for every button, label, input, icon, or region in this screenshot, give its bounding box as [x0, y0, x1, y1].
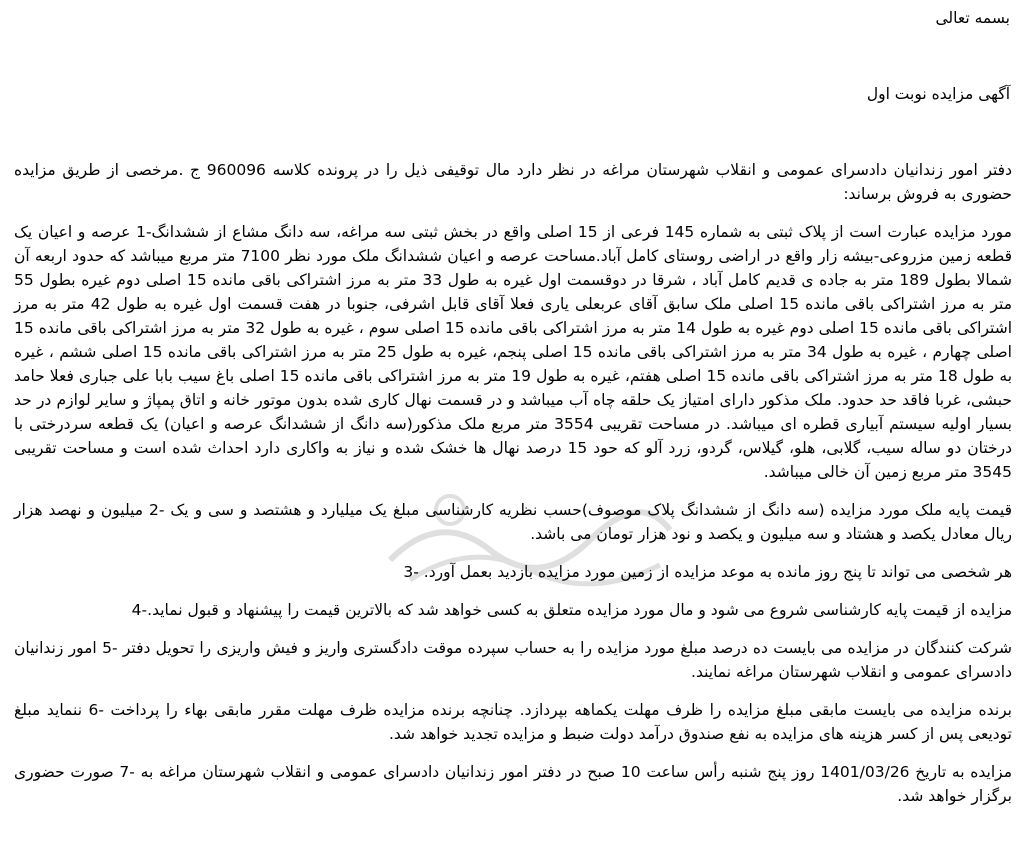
intro-paragraph: دفتر امور زندانیان دادسرای عمومی و انقلاب شهرستان مراغه در نظر دارد مال توقیفی ذیل را در پرونده کلاسه 960096 ج .مرخصی از طریق مزایده حضوری به فروش برساند: [14, 161, 1012, 203]
item-4-paragraph: مزایده از قیمت پایه کارشناسی شروع می شود و مال مورد مزایده متعلق به کسی خواهد شد که بالاترین قیمت را پیشنهاد و قبول نماید.-4 [131, 601, 1012, 619]
document-title: آگهی مزایده نوبت اول [866, 85, 1010, 103]
item-3-paragraph: هر شخصی می تواند تا پنج روز مانده به موعد مزایده از زمین مورد مزایده بازدید بعمل آورد. -3 [403, 563, 1012, 581]
item-2-paragraph: قیمت پایه ملک مورد مزایده (سه دانگ از ششدانگ پلاک موصوف)حسب نظریه کارشناسی مبلغ یک میلیارد و هشتصد و سی و یک -2 میلیون و نهصد هزار ریال معادل یکصد و هشتاد و سه میلیون و یکصد و نود هزار تومان می باشد. [14, 501, 1012, 543]
document-body [14, 158, 1012, 822]
item-6-paragraph: برنده مزایده می بایست مابقی مبلغ مزایده را ظرف مهلت یکماهه بپردازد. چنانچه برنده مزایده ظرف مهلت مقرر مابقی بهاء را پرداخت -6 ننماید مبلغ تودیعی پس از کسر هزینه های مزایده به نفع صندوق درآمد دولت ضبط و مزایده تجدید خواهد شد. [14, 701, 1012, 743]
document-heading: بسمه تعالی [935, 9, 1010, 27]
item-5-paragraph: شرکت کنندگان در مزایده می بایست ده درصد مبلغ مورد مزایده را به حساب سپرده موقت دادگستری واریز و فیش واریزی را تحویل دفتر -5 امور زندانیان دادسرای عمومی و انقلاب شهرستان مراغه نمایند. [14, 639, 1013, 681]
item-7-paragraph: مزایده به تاریخ 1401/03/26 روز پنج شنبه رأس ساعت 10 صبح در دفتر امور زندانیان دادسرای عمومی و انقلاب شهرستان مراغه به -7 صورت حضوری برگزار خواهد شد. [14, 763, 1013, 805]
item-1-paragraph: مورد مزایده عبارت است از پلاک ثبتی به شماره 145 فرعی از 15 اصلی واقع در بخش ثبتی سه مراغه، سه دانگ مشاع از ششدانگ-1 عرصه و اعیان یک قطعه زمین مزروعی-بیشه زار واقع در اراضی روستای کامل آباد.مساحت عرصه و اعیان ششدانگ ملک مورد نظر 7100 متر مربع میباشد که حدود اربعه آن شمالا بطول 189 متر به جاده ی قدیم کامل آباد ، شرقا در دوقسمت اول غیره به طول 33 متر به مرز اشتراکی باقی مانده 15 اصلی دوم غیره بطول 55 متر به مرز اشتراکی باقی مانده 15 اصلی ملک سابق آقای عربعلی یاری فعلا آقای قابل اشرفی، جنوبا در هفت قسمت اول غیره به طول 42 متر به مرز اشتراکی باقی مانده 15 اصلی دوم غیره به طول 14 متر به مرز اشتراکی باقی مانده 15 اصلی سوم ، غیره به طول 32 متر به مرز اشتراکی باقی مانده 15 اصلی چهارم ، غیره به طول 34 متر به مرز اشتراکی باقی مانده 15 اصلی پنجم، غیره به طول 25 متر به مرز اشتراکی باقی مانده 15 اصلی ششم ، غیره به طول 18 متر به مرز اشتراکی باقی مانده 15 اصلی هفتم، غیره به طول 19 متر به مرز اشتراکی باقی مانده 15 اصلی باغ سیب بابا علی جباری فعلا حامد حبشی، غربا فاقد حد حدود. ملک مذکور دارای امتیاز یک حلقه چاه آب میباشد و در قسمت نهال کاری شده بدون موتور خانه و اتاق پمپاژ و سایر لوازم در حد بسیار اولیه سیستم آبیاری قطره ای میباشد. در مساحت تقریبی 3554 متر مربع ملک مذکور(سه دانگ از ششدانگ عرصه و اعیان) یک قطعه سردرختی با درختان دو ساله سیب، گلابی، هلو، گیلاس، گردو، زرد آلو که حود 15 درصد نهال ها خشک شده و نیاز به واکاری دارد احداث شده است و مساحت تقریبی 3545 متر مربع زمین آن خالی میباشد. [14, 223, 1013, 481]
